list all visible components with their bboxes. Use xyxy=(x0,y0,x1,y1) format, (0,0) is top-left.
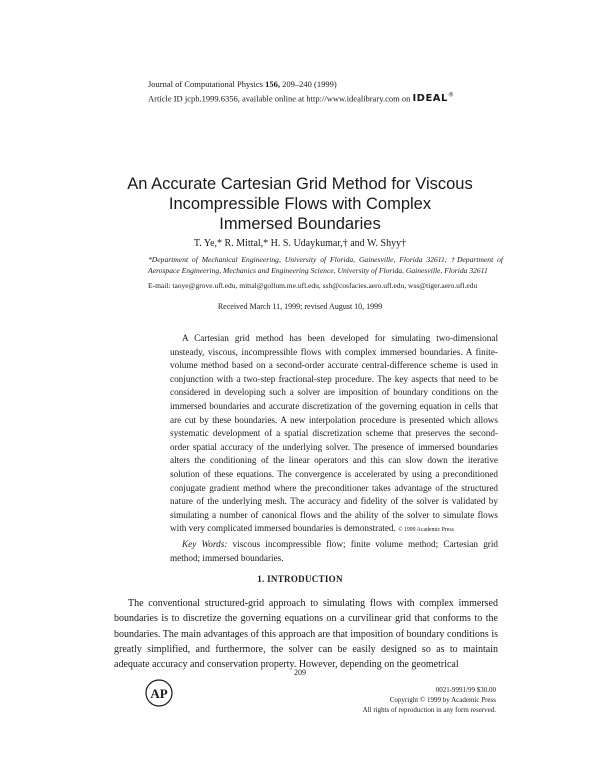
title-line-1: An Accurate Cartesian Grid Method for Viscous xyxy=(127,175,473,193)
keywords-label: Key Words: xyxy=(182,538,228,549)
journal-volume: 156, xyxy=(265,79,280,89)
article-id-line xyxy=(148,90,454,105)
abstract-copyright: © 1999 Academic Press xyxy=(398,527,454,534)
abstract-body xyxy=(170,332,498,538)
ideal-logo-text: IDEAL xyxy=(412,93,448,105)
paper-title xyxy=(100,174,500,234)
abstract-text: A Cartesian grid method has been developed for simulating two-dimensional unsteady, viscous, incompressible flows with complex immersed boundaries. A finite-volume method based on a second-order accurate central-difference scheme is used in conjunction with a two-step fractional-step procedure. The key aspects that need to be considered in developing such a solver are imposition of boundary conditions on the immersed boundaries and accurate discretization of the governing equation in cells that are cut by these boundaries. A new interpolation procedure is presented which allows systematic development of a spatial discretization scheme that preserves the second-order spatial accuracy of the underlying solver. The presence of immersed boundaries alters the conditioning of the linear operators and this can slow down the iterative solution of these equations. The convergence is accelerated by using a preconditioned conjugate gradient method where the preconditioner takes advantage of the structured nature of the underlying mesh. The accuracy and fidelity of the solver is validated by simulating a number of canonical flows and the ability of the solver to simulate flows with very complicated immersed boundaries is demonstrated. xyxy=(170,333,498,534)
logo-letters: AP xyxy=(150,686,168,701)
introduction xyxy=(114,596,498,672)
journal-name: Journal of Computational Physics xyxy=(148,79,266,89)
article-id: Article ID jcph.1999.6356, available online at http://www.idealibrary.com on xyxy=(148,93,411,104)
journal-citation xyxy=(148,78,454,90)
academic-press-logo xyxy=(144,678,174,708)
copyright-block xyxy=(300,685,496,715)
affiliations: *Department of Mechanical Engineering, University of Florida, Gainesville, Florida 32611; †Department of Aerospace Engineering, Mechanics and Engineering Science, University of Florida, Gainesville, Florida 32611 xyxy=(148,255,503,275)
journal-header xyxy=(148,78,454,105)
copyright-line: Copyright © 1999 by Academic Press xyxy=(389,696,496,704)
page-number: 209 xyxy=(294,668,306,677)
abstract xyxy=(170,332,498,565)
email-addresses: E-mail: taoye@grove.ufl.edu, mittal@gollum.me.ufl.edu, ssh@cosfacies.aero.ufl.edu, wss@tiger.aero.ufl.edu xyxy=(148,281,478,290)
ideal-logo xyxy=(412,93,454,104)
rights-line: All rights of reproduction in any form reserved. xyxy=(362,706,496,714)
issn-price: 0021-9991/99 $30.00 xyxy=(435,686,496,694)
introduction-text: The conventional structured-grid approach to simulating flows with complex immersed boundaries is to discretize the governing equations on a curvilinear grid that conforms to the boundaries. The main advantages of this approach are that imposition of boundary conditions is greatly simplified, and furthermore, the solver can be easily designed so as to maintain adequate accuracy and conservation property. However, depending on the geometrical xyxy=(114,598,498,671)
received-dates: Received March 11, 1999; revised August 10, 1999 xyxy=(217,302,383,311)
keywords xyxy=(170,538,498,565)
keywords-text: viscous incompressible flow; finite volume method; Cartesian grid method; immersed boundaries. xyxy=(170,538,499,563)
title-line-3: Immersed Boundaries xyxy=(219,215,381,233)
ideal-logo-mark: ® xyxy=(447,92,455,99)
author-list: T. Ye,* R. Mittal,* H. S. Udaykumar,† and W. Shyy† xyxy=(193,238,407,249)
journal-pages: 209–240 (1999) xyxy=(279,79,337,89)
section-heading: 1. INTRODUCTION xyxy=(257,574,343,584)
title-line-2: Incompressible Flows with Complex xyxy=(168,195,432,213)
